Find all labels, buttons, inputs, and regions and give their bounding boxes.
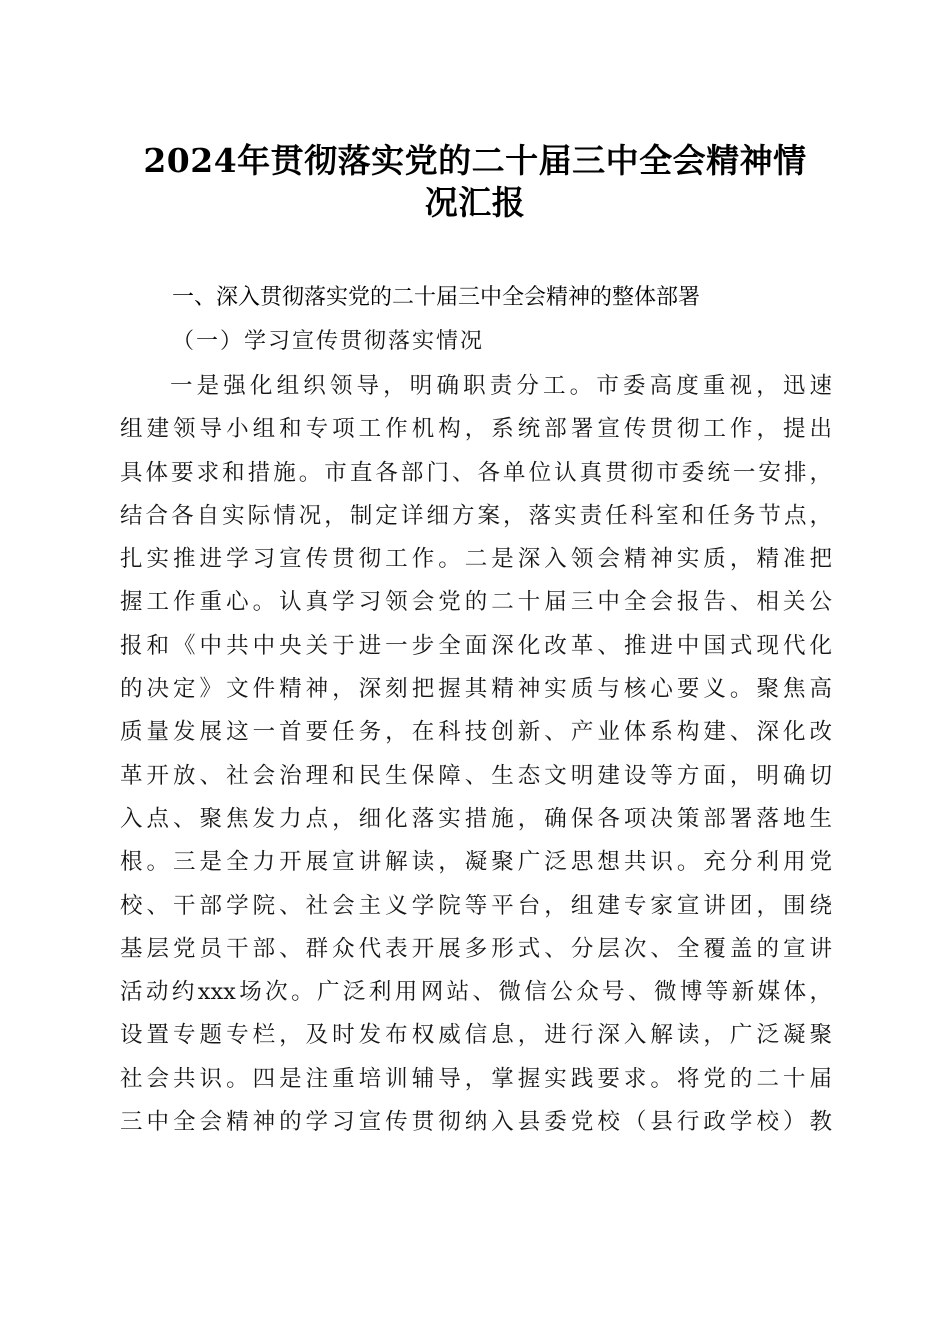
body-line: 具体要求和措施。市直各部门、各单位认真贯彻市委统一安排， (120, 459, 832, 486)
body-line: 质量发展这一首要任务，在科技创新、产业体系构建、深化改 (120, 719, 832, 746)
body-line: 活动约xxx场次。广泛利用网站、微信公众号、微博等新媒体， (120, 979, 832, 1006)
body-line: 组建领导小组和专项工作机构，系统部署宣传贯彻工作，提出 (120, 416, 832, 443)
body-line: 基层党员干部、群众代表开展多形式、分层次、全覆盖的宣讲 (120, 935, 832, 962)
body-line: 的决定》文件精神，深刻把握其精神实质与核心要义。聚焦高 (120, 676, 832, 703)
body-line: 一是强化组织领导，明确职责分工。市委高度重视，迅速 (170, 373, 832, 399)
body-line: 根。三是全力开展宣讲解读，凝聚广泛思想共识。充分利用党 (120, 849, 832, 876)
body-line: 校、干部学院、社会主义学院等平台，组建专家宣讲团，围绕 (120, 892, 832, 919)
body-line: 设置专题专栏，及时发布权威信息，进行深入解读，广泛凝聚 (120, 1022, 832, 1049)
body-line: 社会共识。四是注重培训辅导，掌握实践要求。将党的二十届 (120, 1065, 832, 1092)
body-line: 报和《中共中央关于进一步全面深化改革、推进中国式现代化 (120, 632, 832, 659)
section-heading: 一、深入贯彻落实党的二十届三中全会精神的整体部署 (172, 285, 701, 310)
body-line: 入点、聚焦发力点，细化落实措施，确保各项决策部署落地生 (120, 805, 832, 832)
body-line: 三中全会精神的学习宣传贯彻纳入县委党校（县行政学校）教 (120, 1109, 832, 1136)
body-line: 扎实推进学习宣传贯彻工作。二是深入领会精神实质，精准把 (120, 546, 832, 573)
title-line-1: 2024年贯彻落实党的二十届三中全会精神情 (143, 141, 807, 180)
body-line: 握工作重心。认真学习领会党的二十届三中全会报告、相关公 (120, 589, 832, 616)
body-line: 革开放、社会治理和民生保障、生态文明建设等方面，明确切 (120, 762, 832, 789)
subsection-heading: （一）学习宣传贯彻落实情况 (172, 329, 485, 354)
document-title (118, 140, 832, 224)
body-line: 结合各自实际情况，制定详细方案，落实责任科室和任务节点， (120, 502, 832, 529)
title-line-2: 况汇报 (424, 183, 526, 222)
body-paragraph (120, 370, 832, 1149)
